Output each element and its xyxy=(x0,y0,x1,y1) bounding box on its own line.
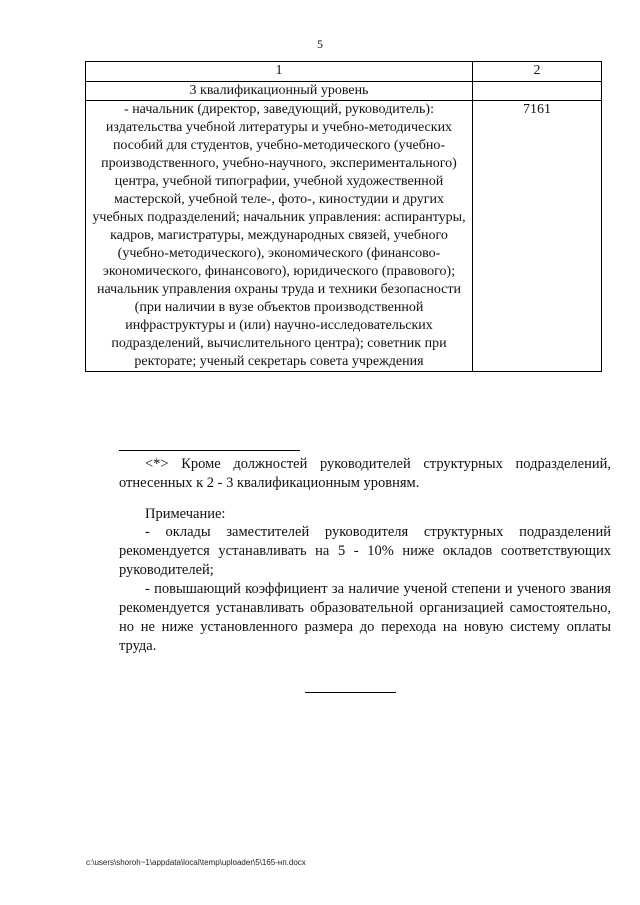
column-header-2: 2 xyxy=(473,62,602,82)
qualification-level-label: 3 квалификационный уровень xyxy=(86,82,473,101)
note-title: Примечание: xyxy=(145,506,226,522)
file-path: c:\users\shoroh~1\appdata\local\temp\uploader\5\165-нп.docx xyxy=(86,858,306,867)
table-header-row xyxy=(86,62,602,82)
salary-amount: 7161 xyxy=(523,102,551,117)
page-number: 5 xyxy=(317,37,323,51)
end-separator xyxy=(305,692,396,693)
qualification-level-empty-cell xyxy=(473,82,602,101)
note-body xyxy=(119,523,611,656)
qualification-level-row xyxy=(86,82,602,101)
column-header-1: 1 xyxy=(86,62,473,82)
position-description: - начальник (директор, заведующий, руководитель): издательства учебной литературы и учебно-методических пособий для студентов, учебно-методического (учебно-производственного, учебно-научного, экспериментального) центра, учебной типографии, учебной художественной мастерской, учебной теле-, фото-, киностудии и других учебных подразделений; начальник управления: аспирантуры, кадров, магистратуры, международных связей, учебного (учебно-методического), экономического (финансово-экономического, финансового), юридического (правового); начальник управления охраны труда и техники безопасности (при наличии в вузе объектов производственной инфраструктуры и (или) научно-исследовательских подразделений, вычислительного центра); советник при ректорате; ученый секретарь совета учреждения xyxy=(86,101,473,372)
footnote-separator xyxy=(119,450,300,451)
table-row xyxy=(86,101,602,372)
note-item: - повышающий коэффициент за наличие ученой степени и ученого звания рекомендуется устанавливать образовательной организацией самостоятельно, но не ниже установленного размера до перехода на новую систему оплаты труда. xyxy=(119,581,611,654)
salary-table xyxy=(85,61,602,372)
note-item: - оклады заместителей руководителя структурных подразделений рекомендуется устанавливать на 5 - 10% ниже окладов соответствующих руководителей; xyxy=(119,524,611,578)
salary-value xyxy=(473,101,602,372)
footnote: <*> Кроме должностей руководителей структурных подразделений, отнесенных к 2 - 3 квалификационным уровням. xyxy=(119,456,611,491)
